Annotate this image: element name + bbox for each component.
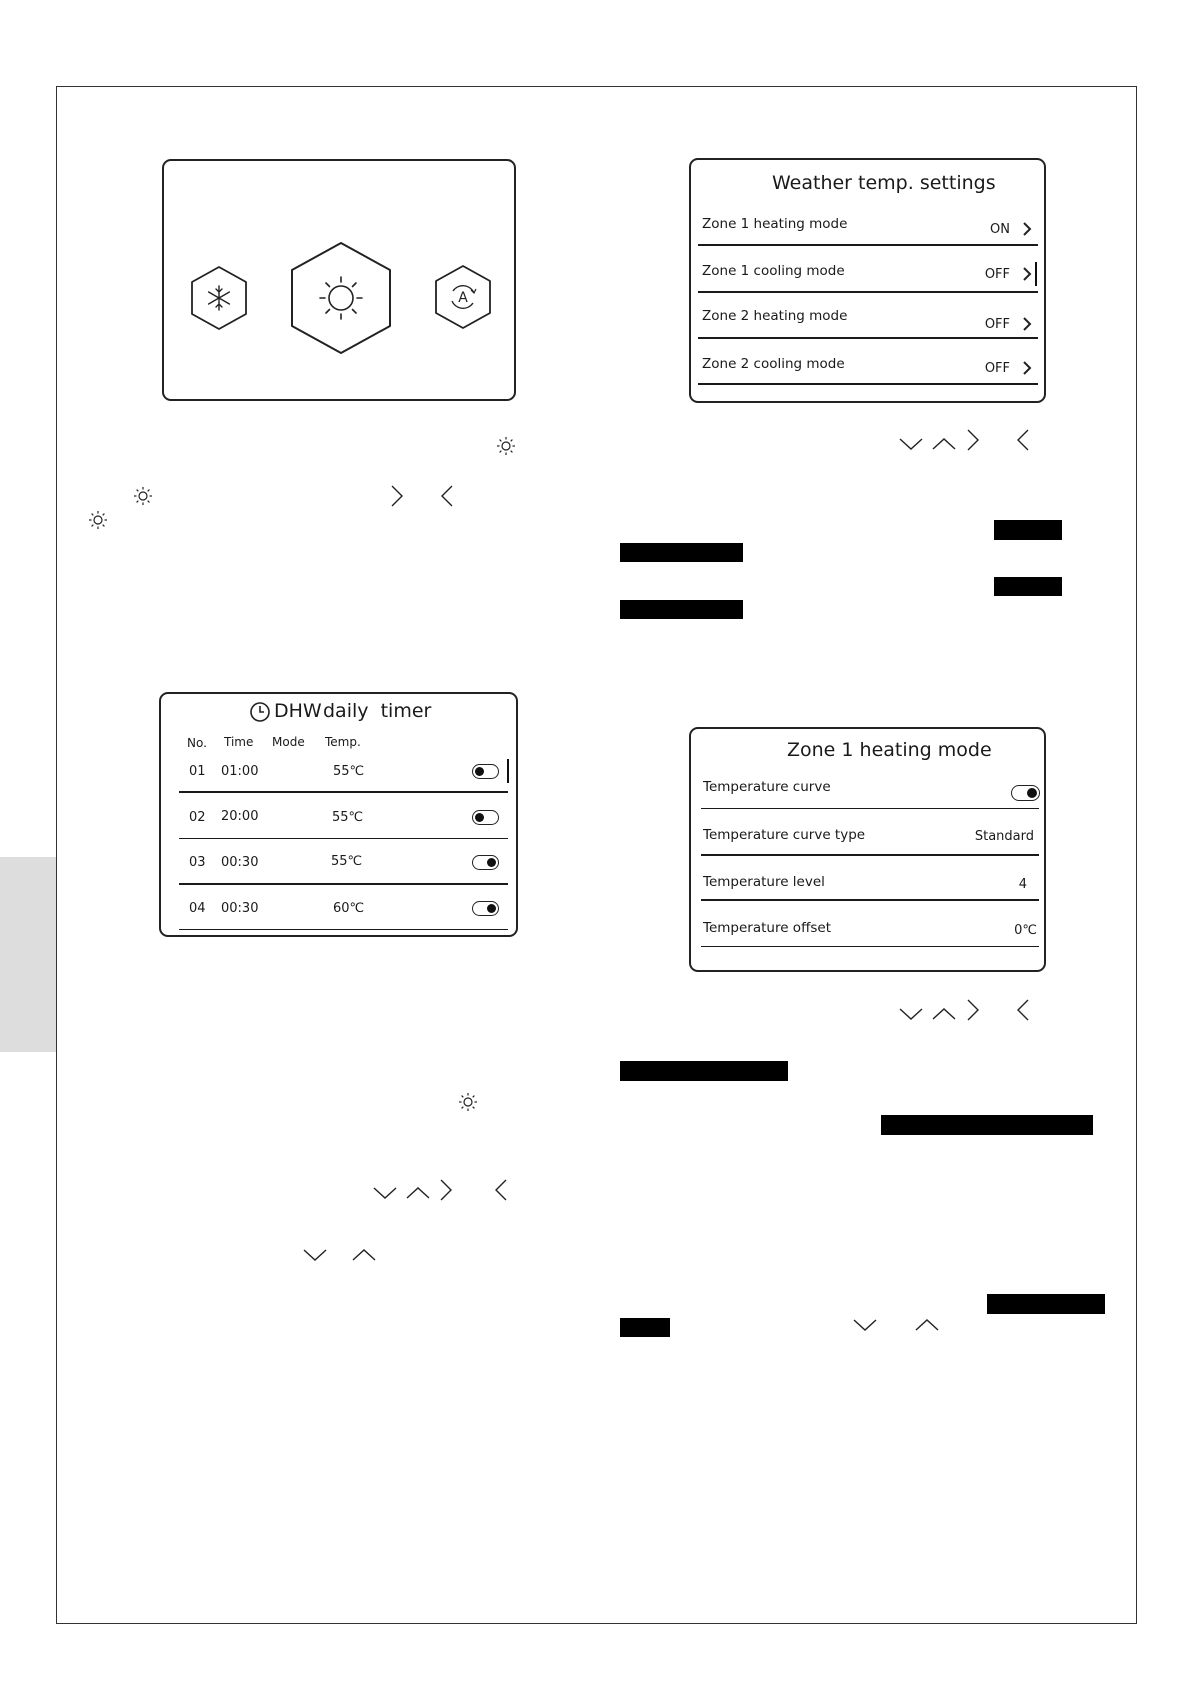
chevron-right-icon [966, 998, 980, 1022]
chevron-down-icon [373, 1186, 397, 1200]
setting-label: Zone 1 heating mode [702, 216, 848, 232]
zone1-heating-panel [689, 727, 1046, 972]
text-cursor [1035, 262, 1037, 286]
setting-label: Zone 2 cooling mode [702, 356, 845, 372]
setting-value[interactable]: OFF [984, 267, 1010, 282]
panel-title-prefix: DHW [274, 700, 322, 722]
setting-value[interactable]: Standard [974, 829, 1034, 844]
setting-value[interactable]: 0℃ [1014, 923, 1037, 938]
row-toggle[interactable] [472, 764, 499, 779]
column-header-time: Time [224, 735, 254, 749]
setting-label: Temperature level [703, 874, 825, 890]
row-temp: 55℃ [333, 764, 365, 779]
chevron-left-icon [440, 484, 454, 508]
setting-label: Zone 1 cooling mode [702, 263, 845, 279]
temperature-curve-toggle[interactable] [1011, 785, 1040, 801]
row-no: 04 [189, 901, 206, 916]
chevron-right-icon [390, 484, 404, 508]
row-toggle[interactable] [472, 855, 499, 870]
sun-icon [458, 1092, 478, 1112]
redaction-bar [620, 600, 743, 619]
chevron-right-icon[interactable] [1021, 221, 1033, 237]
setting-value[interactable]: OFF [984, 361, 1010, 376]
setting-value[interactable]: OFF [984, 317, 1010, 332]
text-cursor [507, 759, 509, 783]
setting-label: Zone 2 heating mode [702, 308, 848, 324]
row-no: 02 [189, 810, 206, 825]
row-toggle[interactable] [472, 901, 499, 916]
chevron-right-icon [439, 1178, 453, 1202]
chevron-right-icon [966, 428, 980, 452]
setting-label: Temperature offset [703, 920, 831, 936]
redaction-bar [994, 577, 1062, 596]
sun-icon[interactable] [290, 241, 392, 355]
chevron-right-icon[interactable] [1021, 266, 1033, 282]
chevron-up-icon [352, 1248, 376, 1262]
redaction-bar [881, 1115, 1093, 1135]
chevron-up-icon [406, 1186, 430, 1200]
chevron-right-icon[interactable] [1021, 360, 1033, 376]
chevron-down-icon [899, 1007, 923, 1021]
setting-label: Temperature curve [703, 779, 831, 795]
chevron-down-icon [853, 1318, 877, 1332]
row-time: 01:00 [221, 764, 259, 779]
weather-settings-panel [689, 158, 1046, 403]
chevron-left-icon [1016, 998, 1030, 1022]
row-toggle[interactable] [472, 810, 499, 825]
row-no: 01 [189, 764, 206, 779]
chevron-left-icon [1016, 428, 1030, 452]
auto-icon[interactable] [434, 265, 492, 329]
dhw-timer-panel [159, 692, 518, 937]
snowflake-icon[interactable] [190, 266, 248, 330]
sun-icon [496, 436, 516, 456]
row-temp: 55℃ [331, 854, 363, 869]
sun-icon [88, 510, 108, 530]
panel-title-suffix: daily timer [323, 700, 432, 722]
chevron-down-icon [899, 437, 923, 451]
redaction-bar [994, 520, 1062, 540]
chevron-down-icon [303, 1248, 327, 1262]
row-temp: 60℃ [333, 901, 365, 916]
row-time: 00:30 [221, 855, 259, 870]
row-no: 03 [189, 855, 206, 870]
panel-title: Weather temp. settings [772, 172, 996, 194]
setting-value[interactable]: 4 [1018, 877, 1027, 892]
row-time: 00:30 [221, 901, 259, 916]
sun-icon [133, 486, 153, 506]
row-time: 20:00 [221, 809, 259, 824]
auto-letter: A [458, 290, 468, 306]
setting-value[interactable]: ON [990, 222, 1010, 237]
panel-title: Zone 1 heating mode [787, 739, 992, 761]
mode-panel [162, 159, 516, 401]
column-header-no: No. [187, 736, 207, 750]
chevron-up-icon [915, 1318, 939, 1332]
redaction-bar [620, 1318, 670, 1337]
column-header-temp: Temp. [325, 735, 361, 749]
chevron-left-icon [494, 1178, 508, 1202]
chevron-up-icon [932, 437, 956, 451]
row-temp: 55℃ [332, 810, 364, 825]
redaction-bar [620, 1061, 788, 1081]
chevron-up-icon [932, 1007, 956, 1021]
side-tab [0, 857, 56, 1052]
redaction-bar [987, 1294, 1105, 1314]
clock-icon [249, 701, 271, 723]
chevron-right-icon[interactable] [1021, 316, 1033, 332]
setting-label: Temperature curve type [703, 827, 866, 843]
redaction-bar [620, 543, 743, 562]
column-header-mode: Mode [272, 735, 305, 749]
